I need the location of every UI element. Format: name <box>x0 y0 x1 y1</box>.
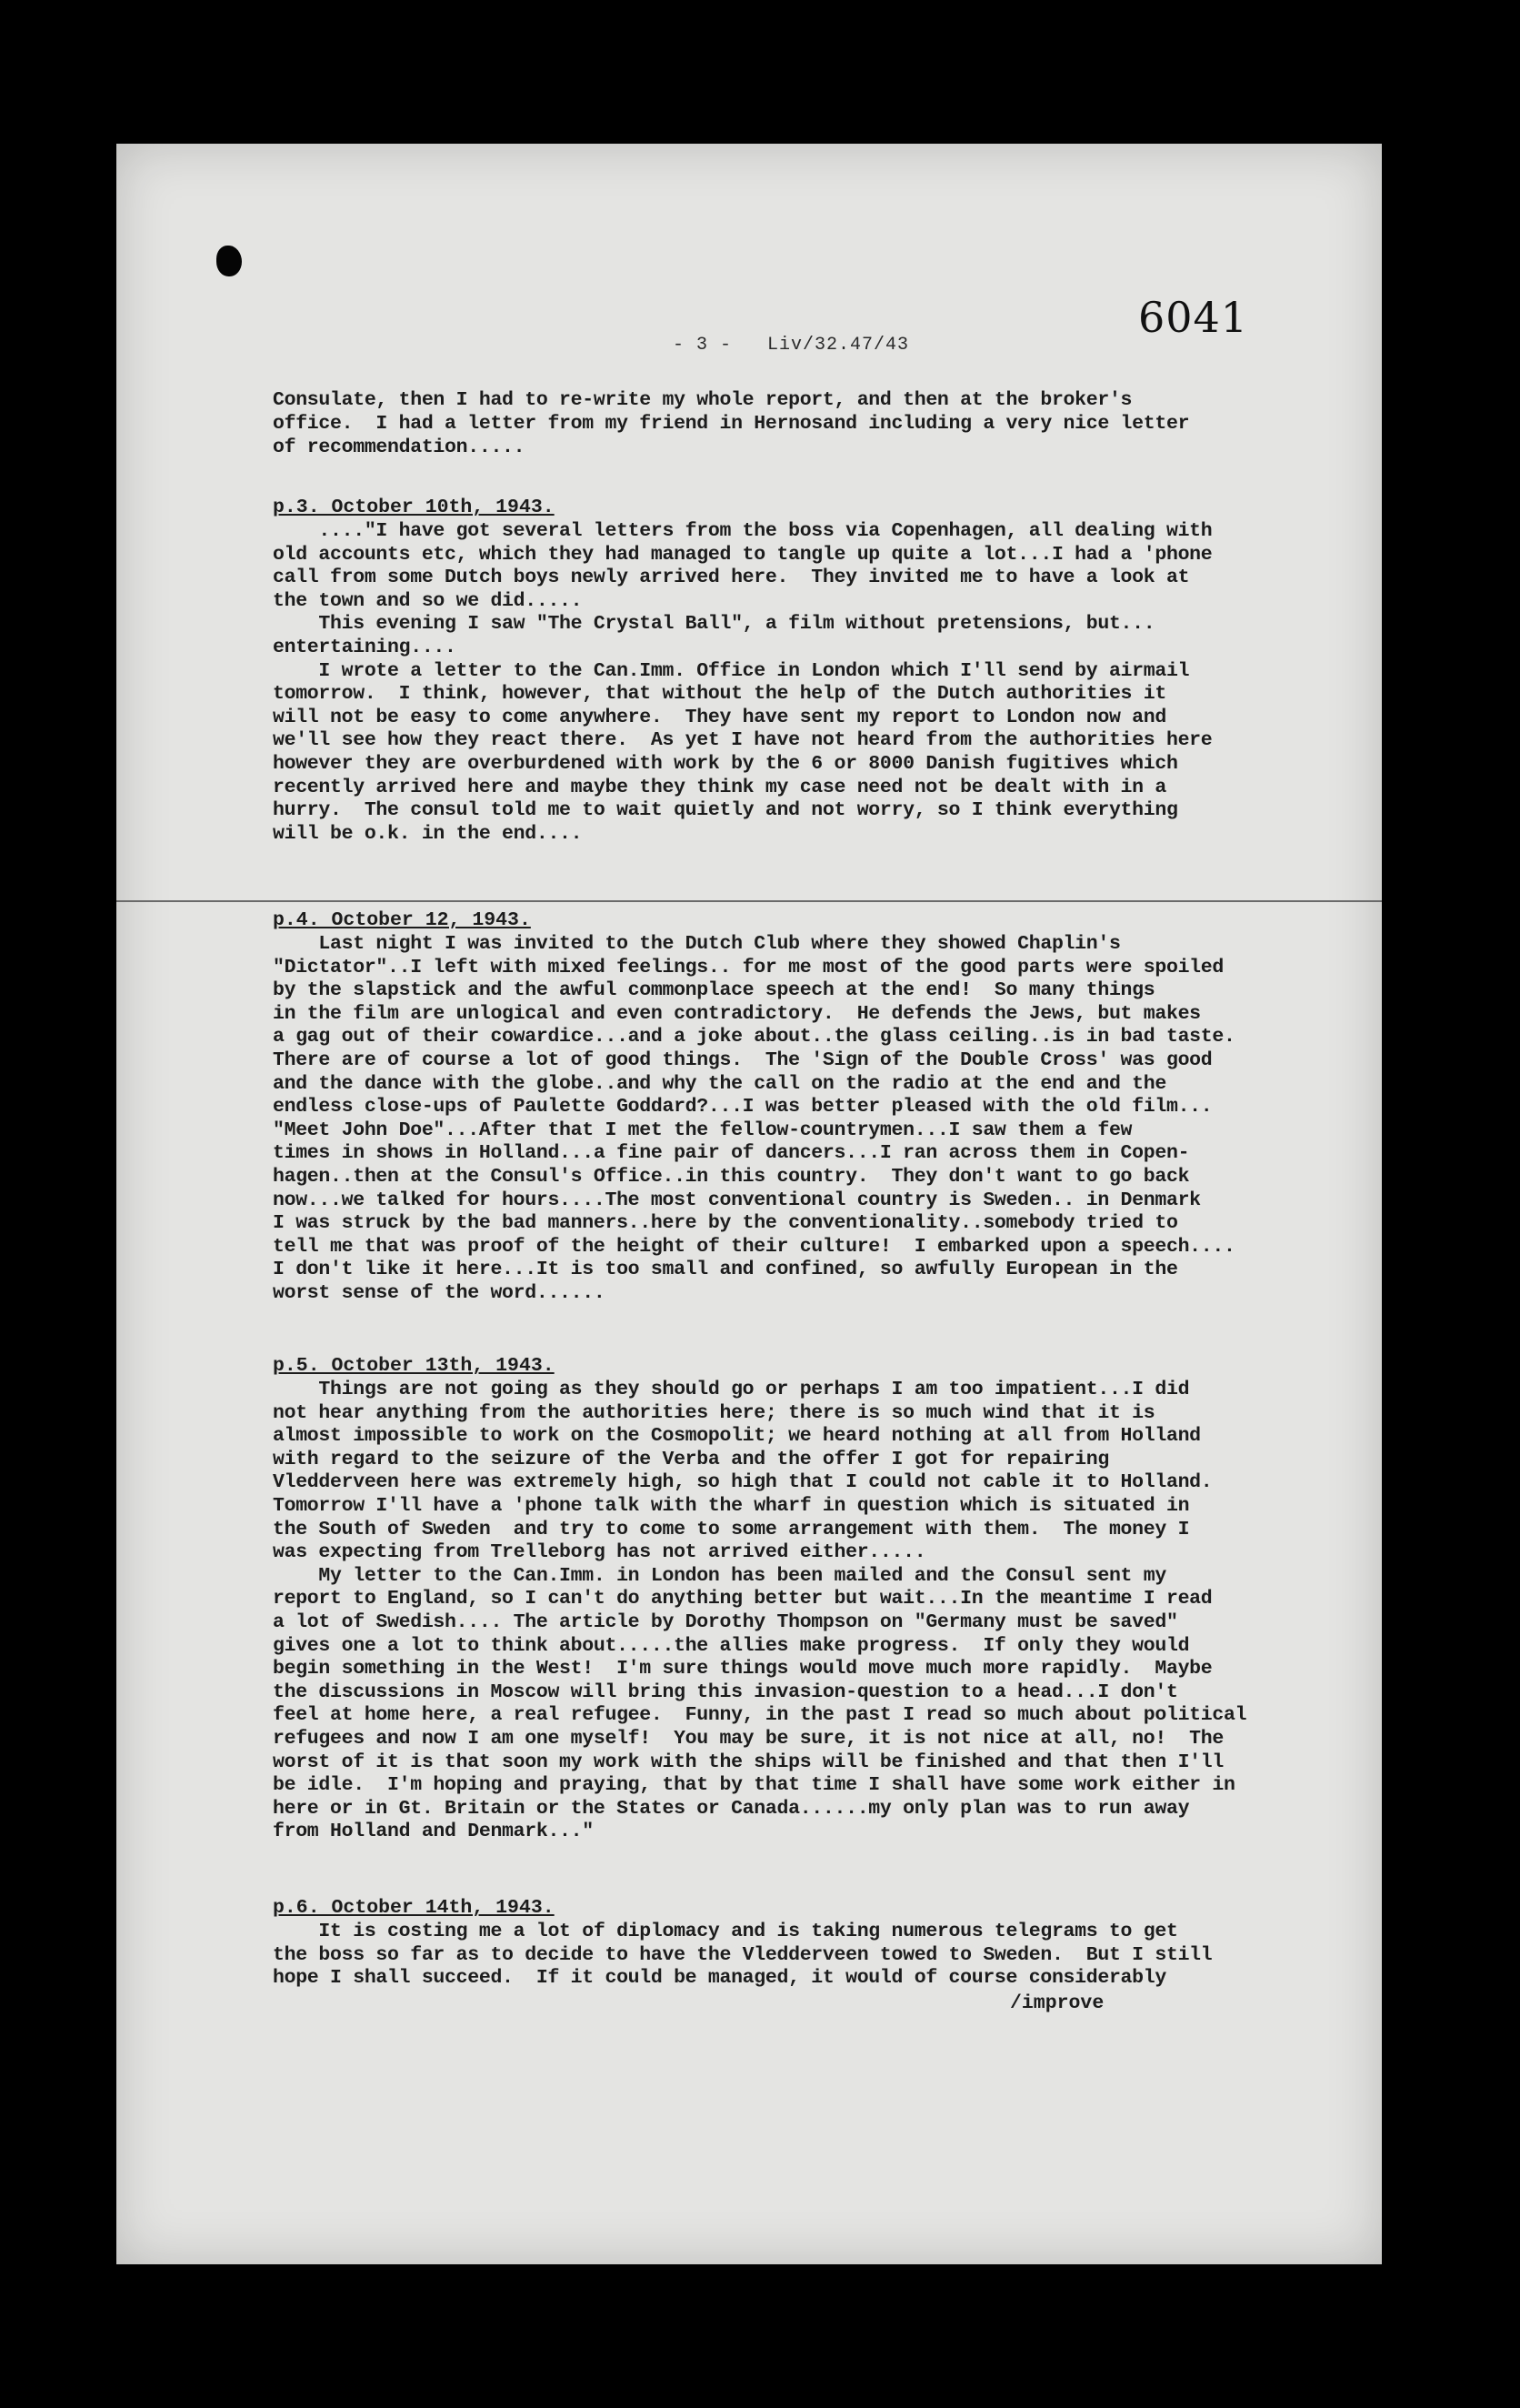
body-line: Last night I was invited to the Dutch Club where they showed Chaplin's <box>273 933 1121 955</box>
body-line: almost impossible to work on the Cosmopolit; we heard nothing at all from Holland <box>273 1425 1201 1448</box>
body-line: "Meet John Doe"...After that I met the fellow-countrymen...I saw them a few <box>273 1119 1133 1141</box>
page-header: - 3 - Liv/32.47/43 <box>673 335 910 356</box>
body-line: be idle. I'm hoping and praying, that by that time I shall have some work either in <box>273 1774 1235 1797</box>
entry-heading: p.3. October 10th, 1943. <box>273 497 555 518</box>
body-line: here or in Gt. Britain or the States or Canada......my only plan was to run away <box>273 1797 1190 1820</box>
body-line: by the slapstick and the awful commonplace speech at the end! So many things <box>273 979 1155 1002</box>
body-line: however they are overburdened with work by the 6 or 8000 Danish fugitives which <box>273 753 1178 775</box>
body-line: Things are not going as they should go or perhaps I am too impatient...I did <box>273 1379 1190 1400</box>
body-line: This evening I saw "The Crystal Ball", a film without pretensions, but... <box>273 613 1155 636</box>
body-line: a gag out of their cowardice...and a joke about..the glass ceiling..is in bad taste. <box>273 1026 1235 1048</box>
body-line: a lot of Swedish.... The article by Dorothy Thompson on "Germany must be saved" <box>273 1611 1178 1633</box>
body-line: the town and so we did..... <box>273 589 583 612</box>
body-line: Vledderveen here was extremely high, so high that I could not cable it to Holland. <box>273 1471 1213 1494</box>
closing-word: /improve <box>1010 1992 1105 2014</box>
body-line: I was struck by the bad manners..here by the conventionality..somebody tried to <box>273 1212 1178 1235</box>
body-line: tell me that was proof of the height of their culture! I embarked upon a speech.... <box>273 1235 1235 1258</box>
page-stamp-number: 6041 <box>1138 293 1249 342</box>
body-line: not hear anything from the authorities here; there is so much wind that it is <box>273 1401 1155 1424</box>
body-line: now...we talked for hours....The most conventional country is Sweden.. in Denmark <box>273 1189 1201 1211</box>
body-line: worst of it is that soon my work with the ships will be finished and that then I'll <box>273 1751 1224 1773</box>
entry-heading: p.5. October 13th, 1943. <box>273 1355 555 1377</box>
entry-heading: p.6. October 14th, 1943. <box>273 1897 555 1919</box>
body-line: worst sense of the word...... <box>273 1282 605 1304</box>
body-line: hurry. The consul told me to wait quietly and not worry, so I think everything <box>273 799 1178 822</box>
body-line: I don't like it here...It is too small and confined, so awfully European in the <box>273 1259 1178 1281</box>
body-line: Tomorrow I'll have a 'phone talk with the wharf in question which is situated in <box>273 1495 1190 1517</box>
body-line: endless close-ups of Paulette Goddard?...I was better pleased with the old film... <box>273 1096 1213 1119</box>
intro-line: of recommendation..... <box>273 436 525 458</box>
body-line: we'll see how they react there. As yet I have not heard from the authorities here <box>273 729 1213 752</box>
body-line: ...."I have got several letters from the boss via Copenhagen, all dealing with <box>273 520 1213 542</box>
fold-line <box>116 900 1382 902</box>
body-line: "Dictator"..I left with mixed feelings.. for me most of the good parts were spoiled <box>273 956 1224 978</box>
body-line: refugees and now I am one myself! You may be sure, it is not nice at all, no! The <box>273 1728 1224 1750</box>
intro-line: Consulate, then I had to re-write my whole report, and then at the broker's <box>273 389 1133 411</box>
body-line: My letter to the Can.Imm. in London has been mailed and the Consul sent my <box>273 1564 1166 1587</box>
body-line: recently arrived here and maybe they think my case need not be dealt with in a <box>273 776 1166 798</box>
body-line: report to England, so I can't do anything better but wait...In the meantime I read <box>273 1588 1213 1610</box>
body-line: with regard to the seizure of the Verba and the offer I got for repairing <box>273 1448 1109 1470</box>
body-line: was expecting from Trelleborg has not arrived either..... <box>273 1541 926 1564</box>
body-line: old accounts etc, which they had managed to tangle up quite a lot...I had a 'phone <box>273 543 1213 566</box>
body-line: hagen..then at the Consul's Office..in this country. They don't want to go back <box>273 1166 1190 1188</box>
body-line: in the film are unlogical and even contradictory. He defends the Jews, but makes <box>273 1002 1201 1025</box>
body-line: and the dance with the globe..and why the call on the radio at the end and the <box>273 1072 1166 1095</box>
body-line: There are of course a lot of good things. The 'Sign of the Double Cross' was good <box>273 1049 1213 1071</box>
body-line: gives one a lot to think about.....the allies make progress. If only they would <box>273 1634 1190 1657</box>
body-line: the boss so far as to decide to have the Vledderveen towed to Sweden. But I still <box>273 1943 1213 1966</box>
body-line: the South of Sweden and try to come to some arrangement with them. The money I <box>273 1518 1190 1540</box>
body-line: entertaining.... <box>273 637 456 658</box>
entry-heading: p.4. October 12, 1943. <box>273 909 531 931</box>
body-line: It is costing me a lot of diplomacy and is taking numerous telegrams to get <box>273 1921 1178 1942</box>
body-line: tomorrow. I think, however, that without the help of the Dutch authorities it <box>273 683 1166 706</box>
body-line: times in shows in Holland...a fine pair of dancers...I ran across them in Copen- <box>273 1142 1190 1165</box>
body-line: I wrote a letter to the Can.Imm. Office in London which I'll send by airmail <box>273 659 1190 682</box>
body-line: will not be easy to come anywhere. They have sent my report to London now and <box>273 706 1166 728</box>
body-line: hope I shall succeed. If it could be managed, it would of course considerably <box>273 1967 1166 1990</box>
body-line: begin something in the West! I'm sure things would move much more rapidly. Maybe <box>273 1658 1213 1681</box>
body-line: call from some Dutch boys newly arrived here. They invited me to have a look at <box>273 567 1190 589</box>
body-line: from Holland and Denmark..." <box>273 1821 594 1843</box>
body-line: feel at home here, a real refugee. Funny, in the past I read so much about political <box>273 1704 1247 1727</box>
body-line: the discussions in Moscow will bring this invasion-question to a head...I don't <box>273 1681 1178 1703</box>
body-line: will be o.k. in the end.... <box>273 822 583 845</box>
intro-line: office. I had a letter from my friend in Hernosand including a very nice letter <box>273 413 1190 435</box>
punch-hole <box>216 246 242 276</box>
